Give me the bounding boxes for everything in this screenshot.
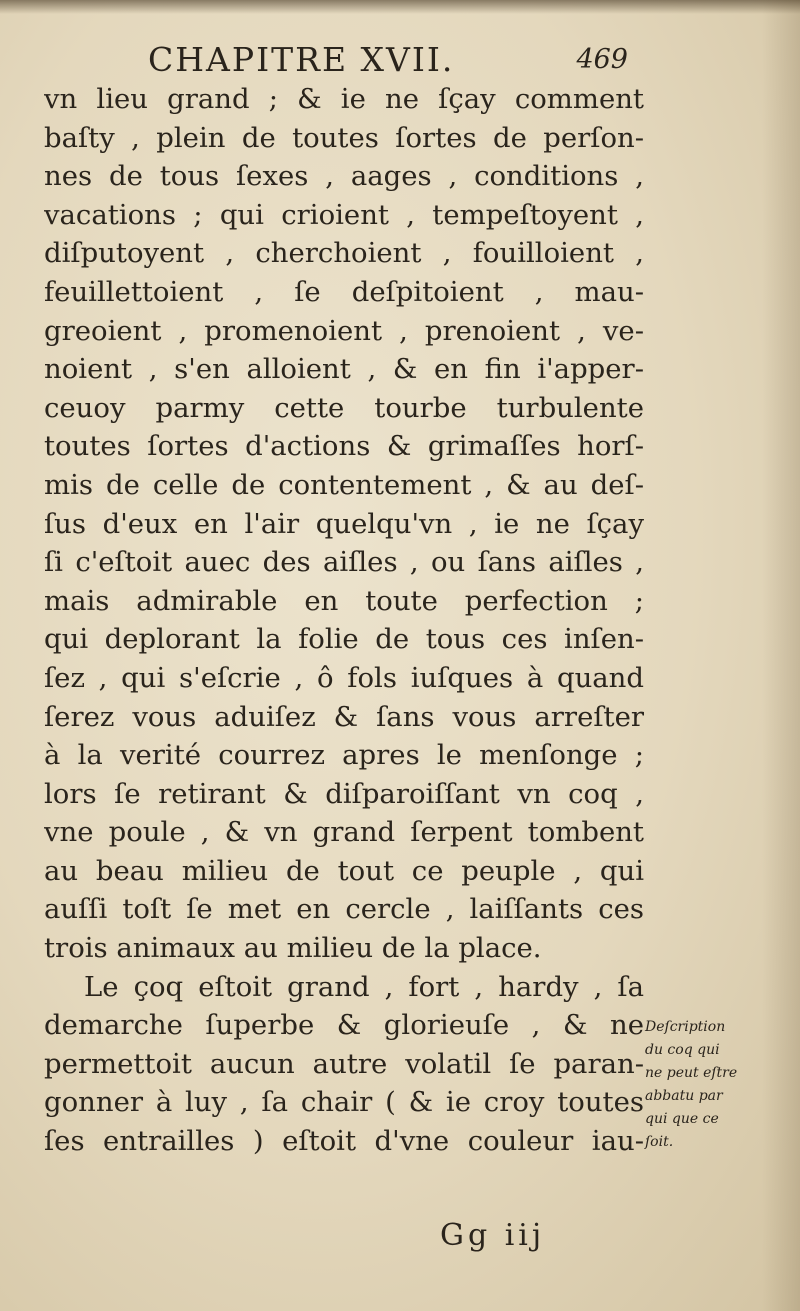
text-line: noient , s'en alloient , & en fin i'apper-: [44, 353, 644, 386]
signature-mark: Gg iij: [440, 1218, 546, 1253]
marginal-note-line: abbatu par: [645, 1088, 723, 1104]
page-number: 469: [576, 44, 628, 75]
text-line: ſes entrailles ) eſtoit d'vne couleur iau-: [44, 1125, 644, 1158]
text-line: ceuoy parmy cette tourbe turbulente: [44, 391, 644, 424]
text-line: feuillettoient , ſe deſpitoient , mau-: [44, 275, 644, 308]
text-line: qui deplorant la folie de tous ces inſen-: [44, 623, 644, 656]
marginal-note-line: ne peut eſtre: [645, 1065, 738, 1081]
running-title: CHAPITRE XVII.: [148, 40, 455, 79]
text-line-paragraph-start: Le çoq eſtoit grand , fort , hardy , ſa: [84, 970, 644, 1003]
text-line: toutes ſortes d'actions & grimaſſes horſ-: [44, 430, 644, 463]
text-line: permettoit aucun autre volatil ſe paran-: [44, 1047, 644, 1080]
text-line: baſty , plein de toutes ſortes de perſon-: [44, 121, 644, 154]
marginal-note-line: ſoit.: [645, 1134, 674, 1150]
text-line: nes de tous ſexes , aages , conditions ,: [44, 160, 644, 193]
text-line: lors ſe retirant & diſparoiſſant vn coq ,: [44, 777, 644, 810]
text-line: vne poule , & vn grand ſerpent tombent: [44, 816, 644, 849]
text-line: ſerez vous aduiſez & ſans vous arreſter: [44, 700, 644, 733]
text-line: mis de celle de contentement , & au deſ-: [44, 468, 644, 501]
text-line: ſez , qui s'eſcrie , ô fols iuſques à quand: [44, 661, 644, 694]
text-line: ſi c'eſtoit auec des aiſles , ou ſans aiſles ,: [44, 546, 644, 579]
text-line: greoient , promenoient , prenoient , ve-: [44, 314, 644, 347]
text-line: ſus d'eux en l'air quelqu'vn , ie ne ſçay: [44, 507, 644, 540]
marginal-note-line: qui que ce: [645, 1111, 719, 1127]
text-line: mais admirable en toute perfection ;: [44, 584, 644, 617]
text-line-paragraph-end: trois animaux au milieu de la place.: [44, 932, 542, 965]
body-text: [44, 80, 644, 1161]
marginal-note-line: Deſcription: [645, 1019, 726, 1035]
page-top-shadow: [0, 0, 800, 14]
text-line: vacations ; qui crioient , tempeſtoyent ,: [44, 198, 644, 231]
text-line: diſputoyent , cherchoient , fouilloient ,: [44, 237, 644, 270]
text-line: au beau milieu de tout ce peuple , qui: [44, 854, 644, 887]
marginal-note: [645, 1016, 795, 1154]
text-line: gonner à luy , ſa chair ( & ie croy toutes: [44, 1086, 644, 1119]
text-line: demarche ſuperbe & glorieuſe , & ne: [44, 1009, 644, 1042]
text-line: à la verité courrez apres le menſonge ;: [44, 739, 644, 772]
marginal-note-line: du coq qui: [645, 1042, 720, 1058]
text-line: auſſi toſt ſe met en cercle , laiſſants ces: [44, 893, 644, 926]
text-line: vn lieu grand ; & ie ne ſçay comment: [44, 83, 644, 115]
